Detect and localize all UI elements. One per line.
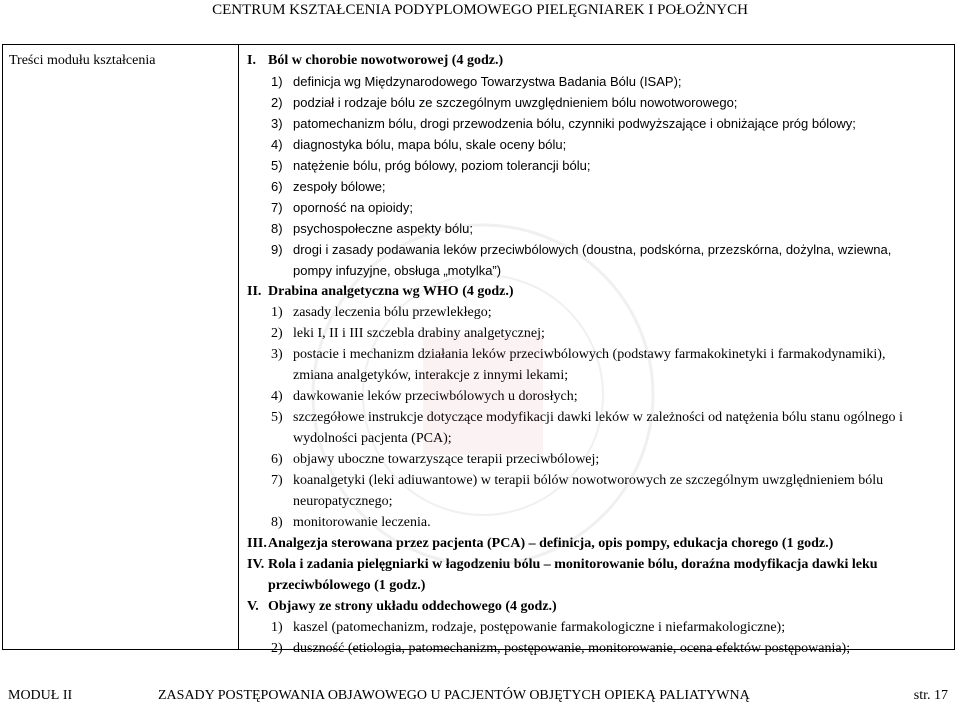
table-label-cell — [3, 45, 239, 649]
list-item-text: kaszel (patomechanizm, rodzaje, postępowanie farmakologiczne i niefarmakologiczne); — [293, 620, 786, 635]
section-number: II. — [247, 284, 262, 299]
section-title: Ból w chorobie nowotworowej (4 godz.) — [268, 53, 504, 68]
list-item-text: duszność (etiologia, patomechanizm, postępowanie, monitorowanie, ocena efektów postępowania); — [293, 641, 851, 656]
list-item-number: 7) — [271, 200, 283, 215]
list-item-text: drogi i zasady podawania leków przeciwbólowych (doustna, podskórna, przezskórna, dożylna, wziewna, — [293, 242, 892, 257]
list-item-text: natężenie bólu, próg bólowy, poziom tolerancji bólu; — [293, 158, 591, 173]
list-item-number: 9) — [271, 242, 283, 257]
list-item — [239, 73, 954, 94]
list-item-text: oporność na opioidy; — [293, 200, 413, 215]
section-heading — [239, 556, 954, 577]
table-label: Treści modułu kształcenia — [9, 53, 156, 68]
section-title: Drabina analgetyczna wg WHO (4 godz.) — [268, 284, 514, 299]
list-item — [239, 199, 954, 220]
list-item-continuation: pompy infuzyjne, obsługa „motylka”) — [293, 263, 502, 278]
list-item — [239, 220, 954, 241]
list-item-text: koanalgetyki (leki adiuwantowe) w terapii bólów nowotworowych ze szczególnym uwzględnieniem bólu — [293, 473, 884, 488]
list-item-text: dawkowanie leków przeciwbólowych u dorosłych; — [293, 389, 578, 404]
section-title-continuation: przeciwbólowego (1 godz.) — [268, 578, 426, 593]
list-item-number: 2) — [271, 641, 283, 656]
list-item — [239, 514, 954, 535]
list-item-text: diagnostyka bólu, mapa bólu, skale oceny bólu; — [293, 137, 567, 152]
page-header — [0, 0, 960, 24]
list-item-text: podział i rodzaje bólu ze szczególnym uwzględnieniem bólu nowotworowego; — [293, 95, 738, 110]
list-item-number: 3) — [271, 347, 283, 362]
list-item — [239, 304, 954, 325]
list-item — [239, 346, 954, 367]
list-item — [239, 325, 954, 346]
list-item — [239, 157, 954, 178]
list-item-continuation: wydolności pacjenta (PCA); — [293, 431, 452, 446]
list-item-number: 8) — [271, 221, 283, 236]
list-item-number: 2) — [271, 95, 283, 110]
list-item — [239, 136, 954, 157]
list-item-number: 1) — [271, 305, 283, 320]
list-item — [239, 451, 954, 472]
section-title: Rola i zadania pielęgniarki w łagodzeniu bólu – monitorowanie bólu, doraźna modyfikacja dawki leku — [268, 557, 878, 572]
list-item — [239, 178, 954, 199]
list-item-continuation: zmiana analgetyków, interakcje z innymi lekami; — [293, 368, 569, 383]
list-item-text: leki I, II i III szczebla drabiny analgetycznej; — [293, 326, 545, 341]
section-heading — [239, 52, 954, 73]
section-heading — [239, 535, 954, 556]
list-item-number: 6) — [271, 179, 283, 194]
section-title: Analgezja sterowana przez pacjenta (PCA) – definicja, opis pompy, edukacja chorego (1 godz.) — [268, 536, 834, 551]
footer-title: ZASADY POSTĘPOWANIA OBJAWOWEGO U PACJENTÓW OBJĘTYCH OPIEKĄ PALIATYWNĄ — [158, 688, 750, 703]
content-table — [2, 44, 955, 656]
list-item-number: 7) — [271, 473, 283, 488]
list-item-number: 4) — [271, 137, 283, 152]
list-item-text: objawy uboczne towarzyszące terapii przeciwbólowej; — [293, 452, 600, 467]
header-title: CENTRUM KSZTAŁCENIA PODYPLOMOWEGO PIELĘGNIAREK I POŁOŻNYCH — [212, 2, 748, 18]
list-item — [239, 388, 954, 409]
list-item-text: psychospołeczne aspekty bólu; — [293, 221, 473, 236]
table-content-cell — [239, 45, 954, 656]
list-item-text: postacie i mechanizm działania leków przeciwbólowych (podstawy farmakokinetyki i farmakodynamiki), — [293, 347, 886, 362]
list-item-number: 8) — [271, 515, 283, 530]
list-item — [239, 115, 954, 136]
list-item — [239, 409, 954, 430]
section-number: IV. — [247, 557, 265, 572]
section-heading — [239, 598, 954, 619]
list-item-text: szczegółowe instrukcje dotyczące modyfikacji dawki leków w zależności od natężenia bólu stanu ogólnego i — [293, 410, 903, 425]
list-item-text: zespoły bólowe; — [293, 179, 386, 194]
list-item-number: 2) — [271, 326, 283, 341]
list-item-number: 1) — [271, 620, 283, 635]
section-heading — [239, 283, 954, 304]
list-item-continuation: neuropatycznego; — [293, 494, 393, 509]
footer-page-number: str. 17 — [913, 688, 948, 703]
section-number: V. — [247, 599, 259, 614]
footer-module: MODUŁ II — [8, 688, 73, 703]
list-item-text: zasady leczenia bólu przewlekłego; — [293, 305, 492, 320]
section-number: I. — [247, 53, 256, 68]
list-item — [239, 472, 954, 493]
list-item-text: patomechanizm bólu, drogi przewodzenia bólu, czynniki podwyższające i obniżające próg bólowy; — [293, 116, 856, 131]
list-item — [239, 94, 954, 115]
page-footer — [0, 688, 960, 708]
list-item — [239, 241, 954, 262]
list-item-number: 6) — [271, 452, 283, 467]
list-item-text: monitorowanie leczenia. — [293, 515, 431, 530]
list-item-number: 5) — [271, 410, 283, 425]
list-item-number: 3) — [271, 116, 283, 131]
section-number: III. — [247, 536, 267, 551]
list-item-number: 1) — [271, 74, 283, 89]
list-item-text: definicja wg Międzynarodowego Towarzystwa Badania Bólu (ISAP); — [293, 74, 682, 89]
section-title: Objawy ze strony układu oddechowego (4 godz.) — [268, 599, 557, 614]
list-item — [239, 640, 954, 661]
list-item-number: 5) — [271, 158, 283, 173]
list-item-number: 4) — [271, 389, 283, 404]
list-item — [239, 619, 954, 640]
